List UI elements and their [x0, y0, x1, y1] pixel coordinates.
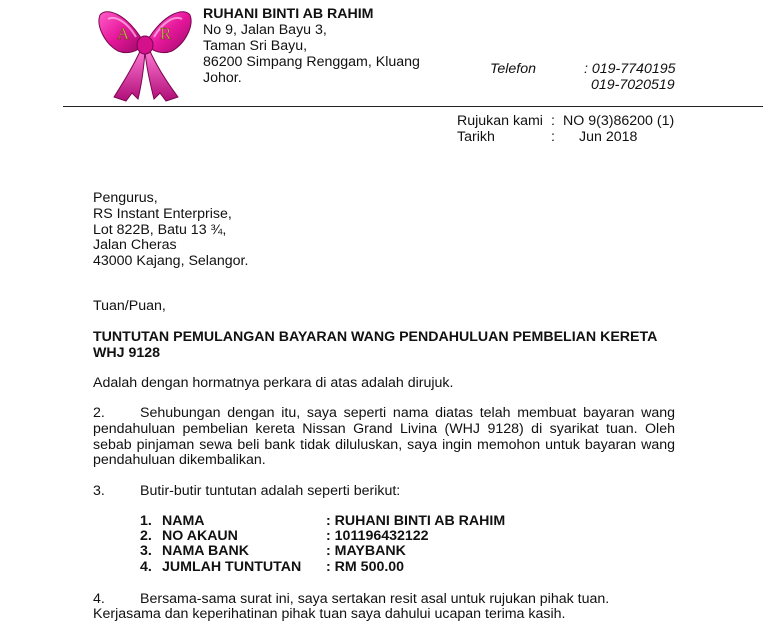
paragraph-2-number: 2. [93, 405, 105, 421]
recipient-line: Lot 822B, Batu 13 ¾, [93, 222, 227, 238]
paragraph-2-line: sebab pinjaman sewa beli bank tidak diluluskan, saya ingin memohon untuk bayaran wang [93, 437, 675, 453]
paragraph-2-first-line: Sehubungan dengan itu, saya seperti nama diatas telah membuat bayaran wang [140, 405, 675, 421]
detail-row [140, 514, 560, 529]
paragraph-4-first-line: Bersama-sama surat ini, saya sertakan resit asal untuk rujukan pihak tuan. [140, 591, 610, 607]
paragraph-4-number: 4. [93, 591, 105, 607]
logo-initial-r: R [160, 24, 172, 43]
sender-address-line: 86200 Simpang Renggam, Kluang [203, 54, 420, 70]
recipient-line: Jalan Cheras [93, 237, 177, 253]
logo-initial-a: A [117, 24, 130, 43]
phone-label: Telefon [490, 61, 537, 77]
detail-row [140, 529, 560, 544]
detail-row [140, 560, 560, 575]
date-colon: : [551, 129, 555, 145]
detail-number: 4. [140, 559, 152, 575]
sender-address-line: Johor. [203, 70, 242, 86]
detail-number: 1. [140, 513, 152, 529]
sender-name: RUHANI BINTI AB RAHIM [203, 6, 374, 22]
sender-address-line: No 9, Jalan Bayu 3, [203, 22, 327, 38]
paragraph-3-text: Butir-butir tuntutan adalah seperti berikut: [140, 483, 401, 499]
ribbon-bow-logo [96, 3, 194, 103]
paragraph-3-number: 3. [93, 483, 105, 499]
date-value: Jun 2018 [579, 129, 638, 145]
phone-number: : 019-7740195 [584, 61, 676, 77]
sender-address-line: Taman Sri Bayu, [203, 38, 308, 54]
subject-line: TUNTUTAN PEMULANGAN BAYARAN WANG PENDAHULUAN PEMBELIAN KERETA [93, 329, 658, 345]
header-divider [63, 106, 763, 107]
recipient-line: RS Instant Enterprise, [93, 206, 232, 222]
salutation: Tuan/Puan, [93, 298, 166, 314]
detail-value: : MAYBANK [326, 543, 406, 559]
detail-value: : RM 500.00 [326, 559, 405, 575]
reference-colon: : [551, 113, 555, 129]
detail-value: : RUHANI BINTI AB RAHIM [326, 513, 506, 529]
paragraph-2-line: pendahuluan pembelian kereta Nissan Grand Livina (WHJ 9128) di syarikat tuan. Oleh [93, 421, 675, 437]
recipient-line: Pengurus, [93, 190, 158, 206]
detail-value: : 101196432122 [326, 528, 429, 544]
paragraph-1: Adalah dengan hormatnya perkara di atas adalah dirujuk. [93, 375, 454, 391]
detail-label: NO AKAUN [162, 528, 238, 544]
phone-number: 019-7020519 [591, 77, 675, 93]
detail-number: 3. [140, 543, 152, 559]
detail-row [140, 544, 560, 559]
date-label: Tarikh [457, 129, 495, 145]
reference-label: Rujukan kami [457, 113, 543, 129]
detail-label: JUMLAH TUNTUTAN [162, 559, 302, 575]
detail-label: NAMA [162, 513, 205, 529]
reference-value: NO 9(3)86200 (1) [563, 113, 675, 129]
recipient-line: 43000 Kajang, Selangor. [93, 253, 249, 269]
detail-number: 2. [140, 528, 152, 544]
paragraph-4-second-line: Kerjasama dan keperihatinan pihak tuan saya dahului ucapan terima kasih. [93, 606, 566, 622]
paragraph-2-line: pendahuluan dikembalikan. [93, 452, 266, 468]
detail-label: NAMA BANK [162, 543, 249, 559]
subject-line: WHJ 9128 [93, 345, 161, 361]
